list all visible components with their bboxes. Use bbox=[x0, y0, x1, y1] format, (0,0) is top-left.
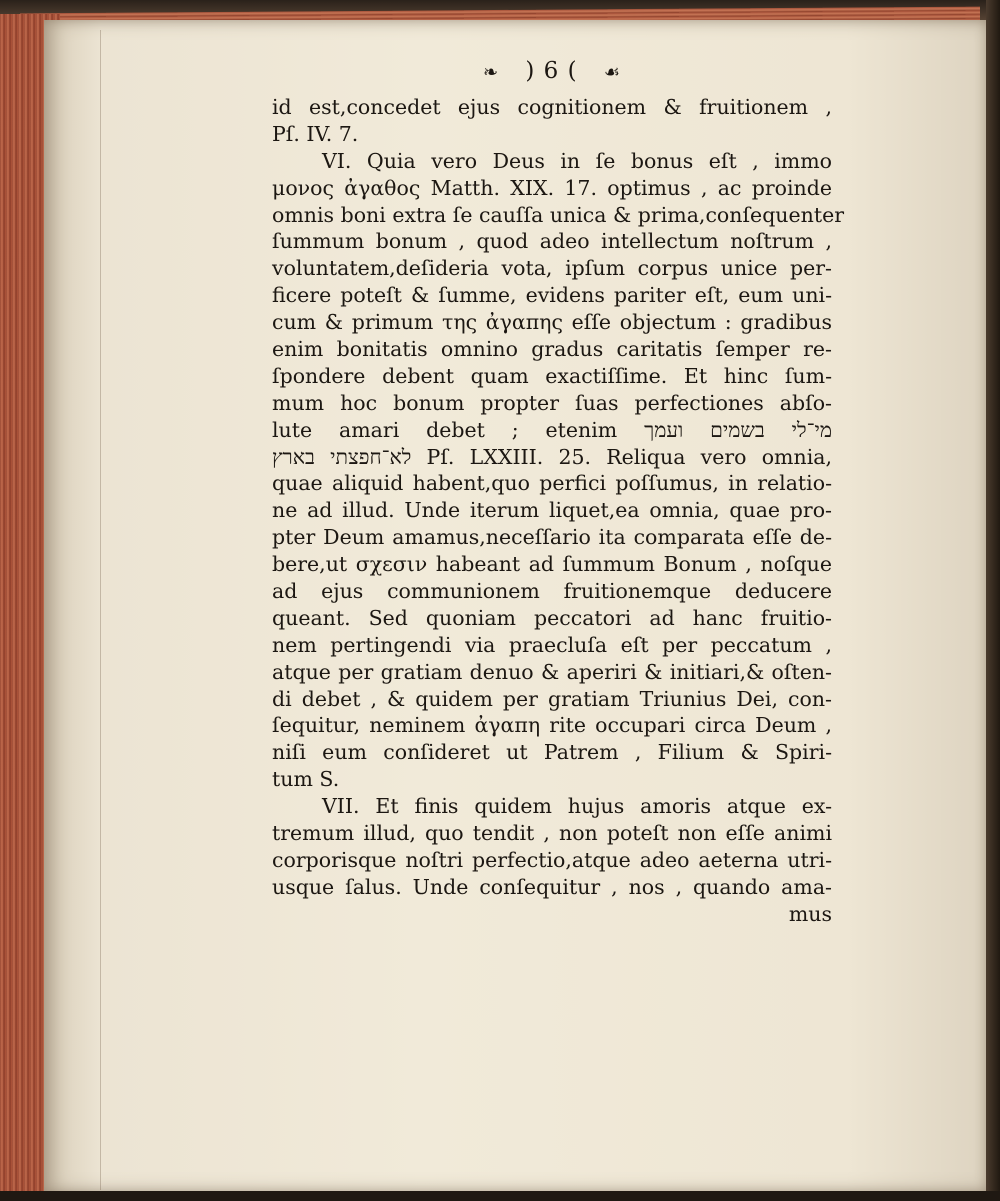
text-line: tremum illud, quo tendit , non poteſt non eſſe animi bbox=[272, 821, 832, 846]
text-line: mum hoc bonum propter ſuas perfectiones abſo- bbox=[272, 390, 832, 415]
text-line: ſpondere debent quam exactiſſime. Et hinc ſum- bbox=[272, 363, 832, 388]
left-ornament-icon: ❧ bbox=[482, 62, 500, 83]
book-cover-bottom bbox=[0, 1191, 1000, 1201]
text-line: quae aliquid habent,quo perfici poſſumus, in relatio- bbox=[272, 471, 832, 496]
text-line: ſequitur, neminem ἀγαπη rite occupari circa Deum , bbox=[272, 713, 832, 738]
text-line: tum S. bbox=[272, 767, 340, 792]
text-line: usque ſalus. Unde conſequitur , nos , quando ama- bbox=[272, 874, 832, 899]
text-line: bere,ut σχεσιν habeant ad ſummum Bonum , noſque bbox=[272, 552, 832, 577]
text-line: atque per gratiam denuo & aperiri & initiari,& oſten- bbox=[272, 659, 832, 684]
text-line: omnis boni extra ſe cauſſa unica & prima,conſequenter bbox=[272, 202, 845, 227]
page-number: ) 6 ( bbox=[525, 58, 578, 84]
text-line: voluntatem,deſideria vota, ipſum corpus unice per- bbox=[272, 256, 832, 281]
text-line: cum & primum της ἀγαπης eſſe objectum : gradibus bbox=[272, 310, 832, 335]
text-line: queant. Sed quoniam peccatori ad hanc fruitio- bbox=[272, 605, 832, 630]
text-line: enim bonitatis omnino gradus caritatis ſemper re- bbox=[272, 337, 832, 362]
text-line-hebrew: לא־חפצתי בארץ Pſ. LXXIII. 25. Reliqua vero omnia, bbox=[272, 444, 832, 469]
text-line: Pſ. IV. 7. bbox=[272, 121, 359, 146]
text-line: pter Deum amamus,neceſſario ita comparata eſſe de- bbox=[272, 525, 832, 550]
text-line: di debet , & quidem per gratiam Triunius Dei, con- bbox=[272, 686, 832, 711]
text-line: niſi eum conſideret ut Patrem , Filium & Spiri- bbox=[272, 740, 832, 765]
page-fold-line bbox=[100, 30, 101, 1190]
section-heading-line: VII. Et finis quidem hujus amoris atque ex- bbox=[322, 794, 832, 819]
catchword: mus bbox=[788, 901, 832, 926]
text-line: ad ejus communionem fruitionemque deducere bbox=[272, 579, 832, 604]
text-line: id est,concedet ejus cognitionem & fruitionem , bbox=[272, 95, 832, 119]
text-line: ficere poteſt & ſumme, evidens pariter eſt, eum uni- bbox=[272, 283, 832, 308]
section-heading-line: VI. Quia vero Deus in ſe bonus eſt , immo bbox=[322, 148, 832, 173]
page-text bbox=[272, 54, 845, 928]
text-line: μονος ἀγαθος Matth. XIX. 17. optimus , ac proinde bbox=[272, 175, 832, 200]
text-line: ſummum bonum , quod adeo intellectum noſtrum , bbox=[272, 229, 832, 254]
text-line-hebrew: lute amari debet ; etenim מי־לי בשמים ועמך bbox=[272, 417, 833, 442]
text-line: nem pertingendi via praecluſa eſt per peccatum , bbox=[272, 632, 832, 657]
book-cover-right bbox=[986, 0, 1000, 1201]
text-line: corporisque noſtri perfectio,atque adeo aeterna utri- bbox=[272, 847, 832, 872]
page-header bbox=[272, 54, 832, 94]
text-line: ne ad illud. Unde iterum liquet,ea omnia, quae pro- bbox=[272, 498, 832, 523]
right-ornament-icon: ☙ bbox=[603, 62, 622, 83]
